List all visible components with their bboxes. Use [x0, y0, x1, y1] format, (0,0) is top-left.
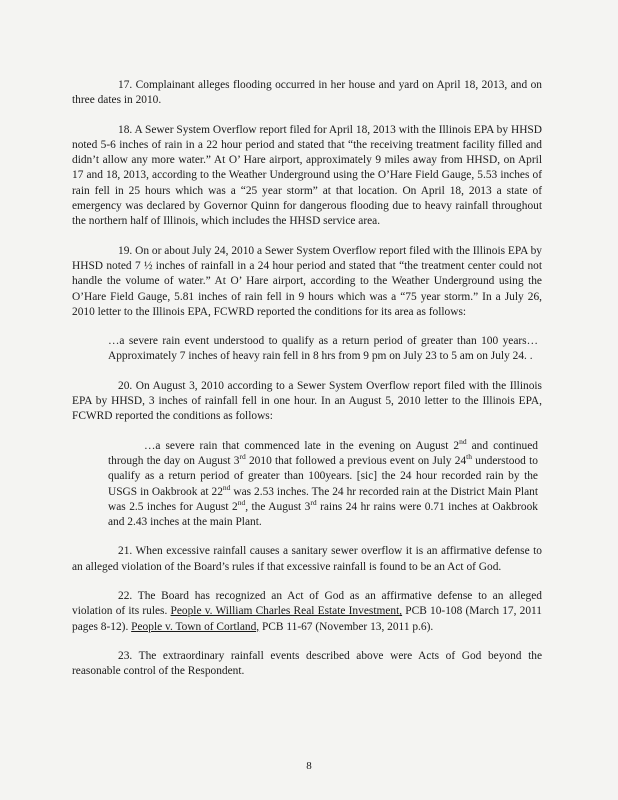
- ordinal-suffix: nd: [222, 482, 231, 492]
- paragraph-22: [72, 589, 542, 635]
- ordinal-suffix: nd: [459, 436, 467, 446]
- paragraph-text: 22. The Board has recognized an Act of God as an affirmative defense to an alleged violation of its rules.: [72, 590, 542, 618]
- quote-text: rains 24 hr rains were 0.71 inches at Oakbrook and 2.43 inches at the main Plant.: [108, 500, 538, 529]
- ordinal-suffix: th: [466, 452, 472, 462]
- ordinal-suffix: rd: [310, 498, 317, 508]
- quote-paragraph-20: [108, 436, 538, 531]
- ordinal-suffix: nd: [237, 498, 246, 508]
- case-citation: People v. William Charles Real Estate Investment,: [170, 605, 403, 618]
- quote-text: , the August 3: [245, 500, 311, 513]
- paragraph-20: 20. On August 3, 2010 according to a Sewer System Overflow report filed with the Illinois EPA by HHSD, 3 inches of rainfall fell in one hour. In an August 5, 2010 letter to the Illinois EPA, FCWRD reported the conditions as follows:: [72, 379, 542, 423]
- case-citation: People v. Town of Cortland,: [131, 620, 260, 633]
- page-number: 8: [306, 760, 312, 772]
- quote-text: understood to qualify as a return period of greater than 100years. [sic] the 24 hour recorded rain by the USGS in Oakbrook at 22: [108, 454, 538, 498]
- paragraph-18: 18. A Sewer System Overflow report filed for April 18, 2013 with the Illinois EPA by HHSD noted 5-6 inches of rain in a 22 hour period and stated that “the receiving treatment facility filled and didn’t allow any more water.” At O’ Hare airport, approximately 9 miles away from HHSD, on April 17 and 18, 2013, according to the Weather Underground using the O’Hare Field Gauge, 5.53 inches of rain fell in 25 hours which was a “25 year storm” at that location. On April 18, 2013 a state of emergency was declared by Governor Quinn for dangerous flooding due to heavy rainfall throughout the northern half of Illinois, which includes the HHSD service area.: [72, 123, 542, 228]
- paragraph-21: 21. When excessive rainfall causes a sanitary sewer overflow it is an affirmative defense to an alleged violation of the Board’s rules if that excessive rainfall is found to be an Act of God.: [72, 545, 542, 573]
- paragraph-text: PCB 10-108 (March 17, 2011 pages 8-12).: [72, 605, 542, 633]
- paragraph-text: PCB 11-67 (November 13, 2011 p.6).: [259, 620, 434, 633]
- quote-text: and continued through the day on August 3: [108, 439, 538, 467]
- paragraph-17: 17. Complainant alleges flooding occurred in her house and yard on April 18, 2013, and on three dates in 2010.: [72, 79, 542, 107]
- quote-text: 2010 that followed a previous event on July 24: [245, 454, 467, 467]
- paragraph-19: 19. On or about July 24, 2010 a Sewer System Overflow report filed with the Illinois EPA by HHSD noted 7 ½ inches of rainfall in a 24 hour period and stated that “the treatment center could not handle the volume of water.” At O’ Hare airport, according to the Weather Underground using the O’Hare Field Gauge, 5.81 inches of rain fell in 9 hours which was a “75 year storm.” In a July 26, 2010 letter to the Illinois EPA, FCWRD reported the conditions for its area as follows:: [72, 244, 542, 318]
- paragraph-23: 23. The extraordinary rainfall events described above were Acts of God beyond the reasonable control of the Respondent.: [72, 649, 542, 678]
- quote-paragraph-19: …a severe rain event understood to qualify as a return period of greater than 100 years…Approximately 7 inches of heavy rain fell in 8 hrs from 9 pm on July 23 to 5 am on July 24. .: [108, 335, 538, 363]
- quote-text: was 2.53 inches. The 24 hr recorded rain at the District Main Plant was 2.5 inches for August 2: [108, 485, 538, 513]
- quote-text: …a severe rain that commenced late in the evening on August 2: [144, 439, 460, 452]
- ordinal-suffix: rd: [239, 452, 246, 462]
